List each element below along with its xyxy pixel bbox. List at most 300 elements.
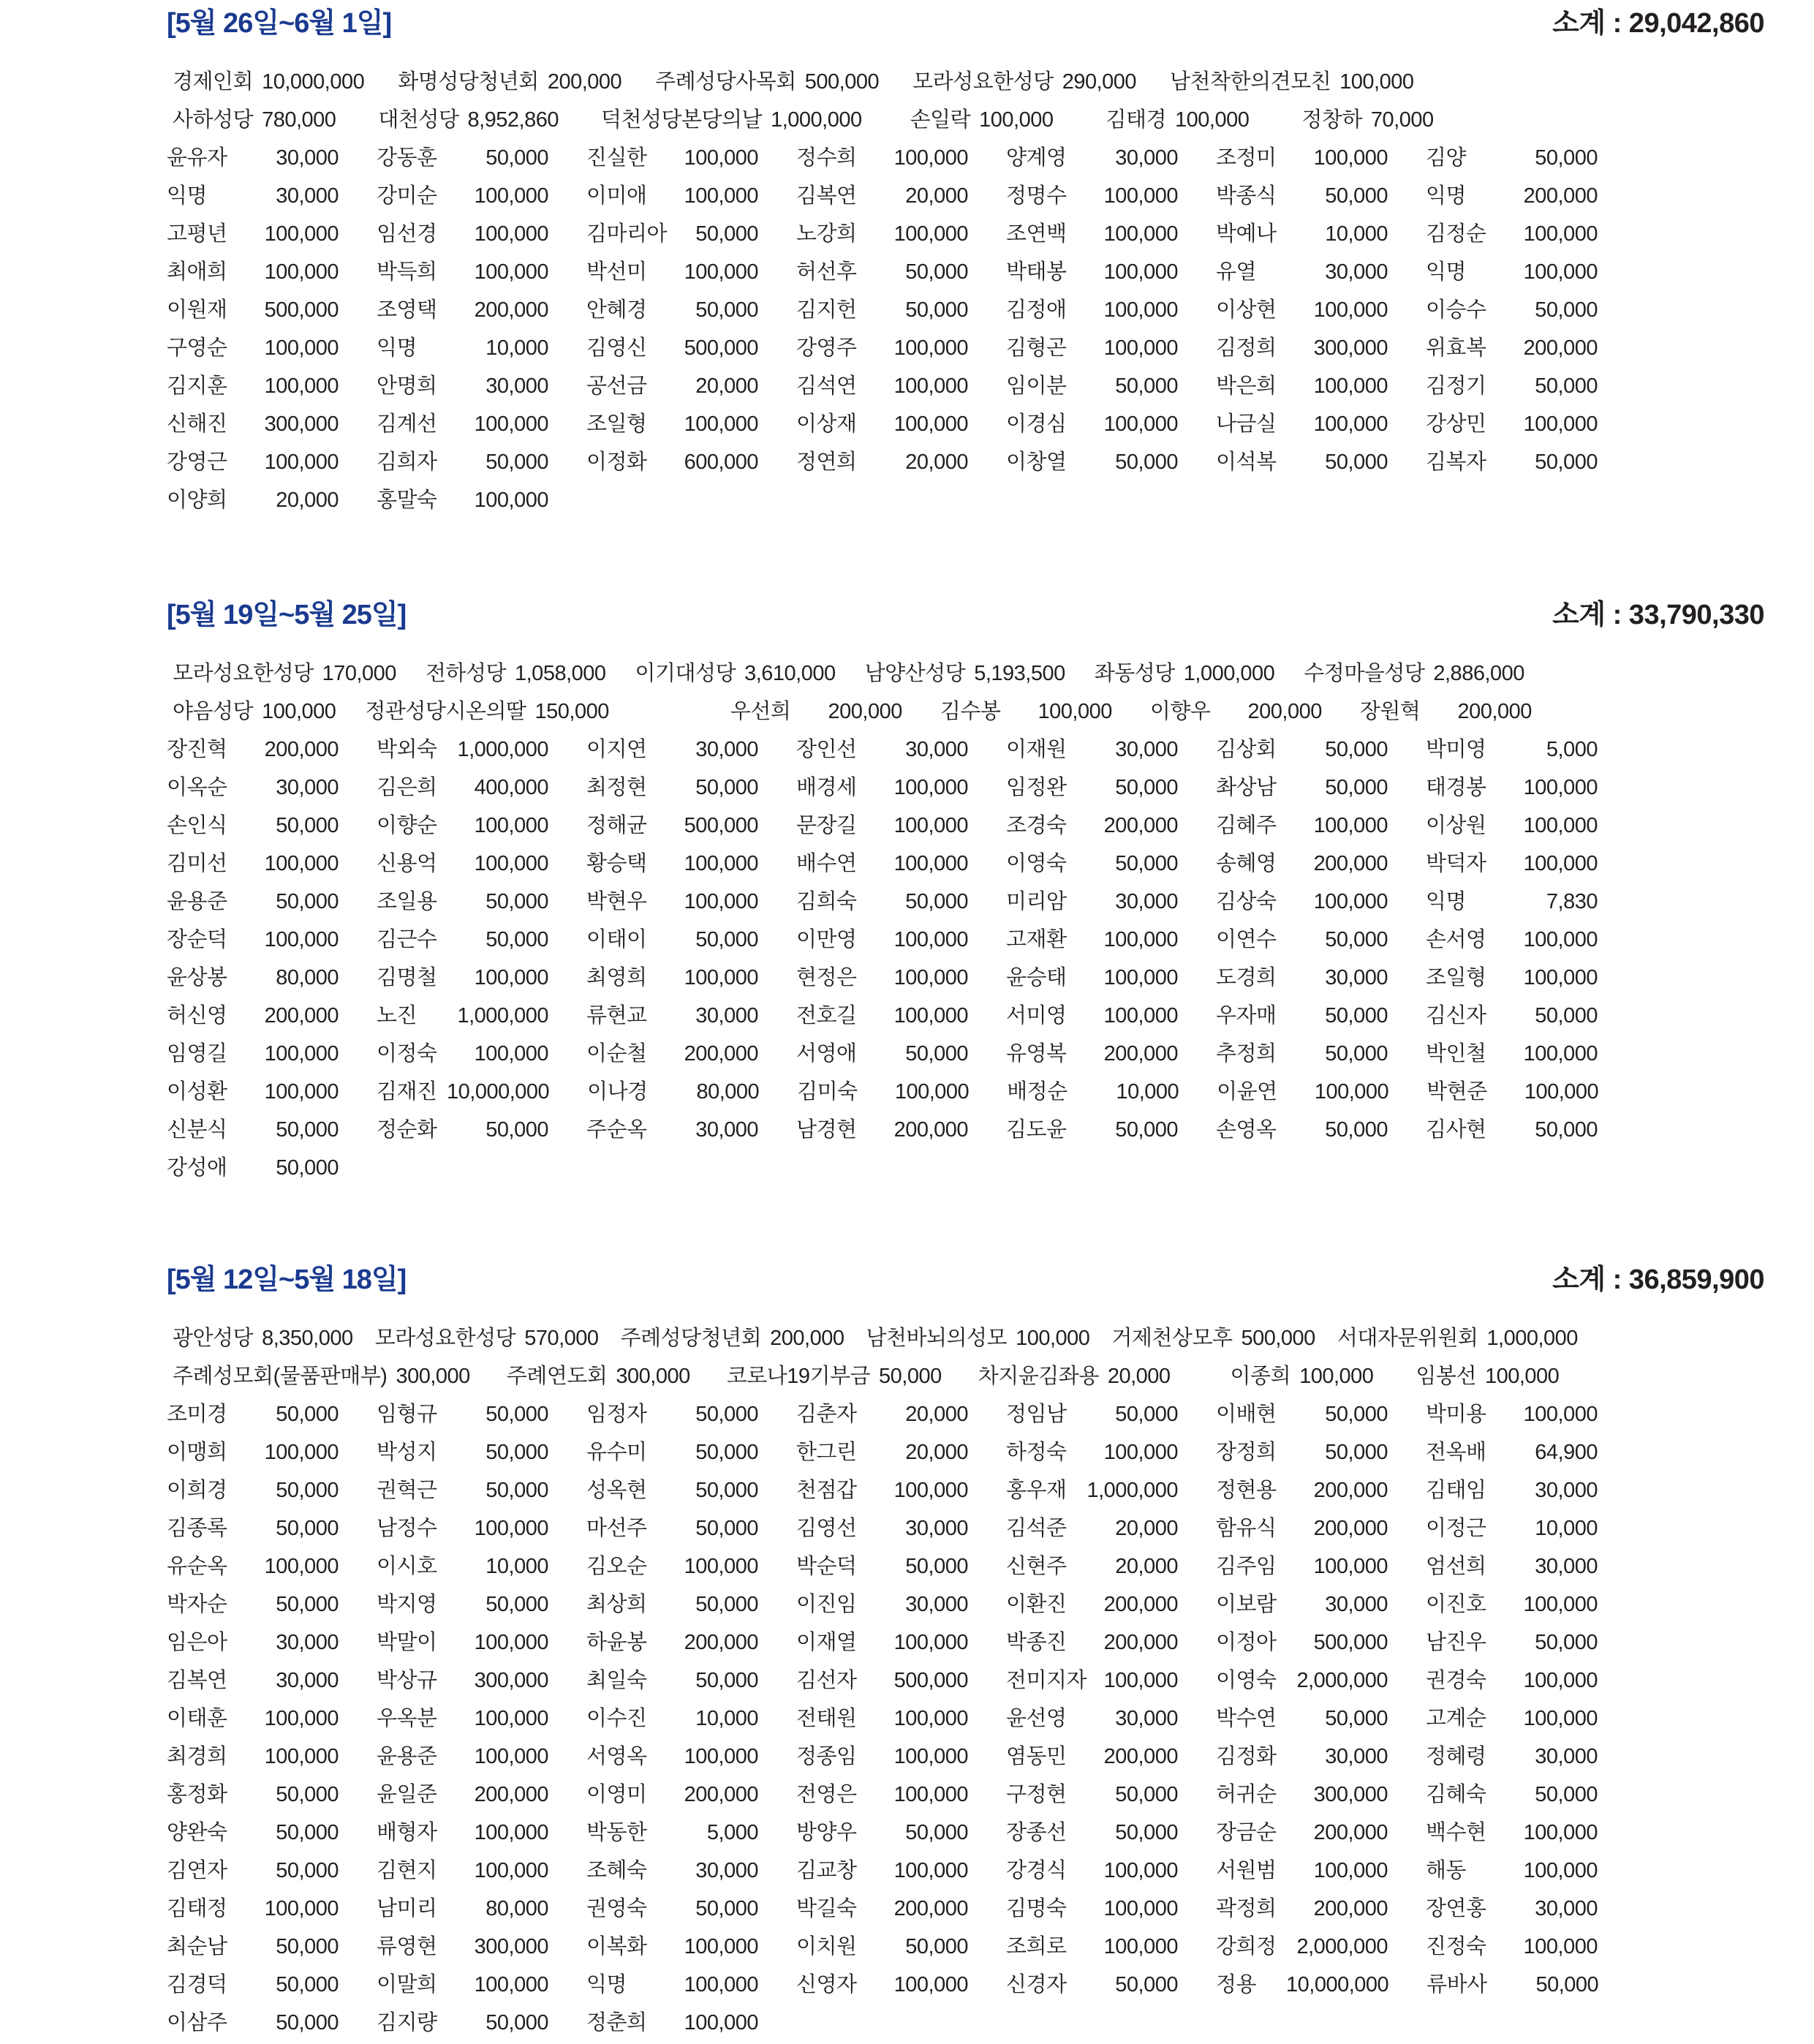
- donor-entry: [1216, 1512, 1426, 1542]
- donor-entry: [167, 1588, 377, 1618]
- donor-entry: [1426, 1816, 1636, 1846]
- donor-entry: [1216, 141, 1426, 171]
- donor-entry: [377, 1892, 586, 1922]
- donor-name: 김석연: [796, 374, 857, 398]
- donor-name: 홍말숙: [377, 489, 437, 512]
- donor-row: [167, 1626, 1792, 1664]
- donation-amount: 200,000: [1457, 700, 1532, 723]
- donor-name: 박순덕: [796, 1555, 857, 1578]
- donation-amount: 200,000: [1103, 1593, 1178, 1616]
- donor-entry: [1006, 1702, 1216, 1732]
- donor-entry: [377, 217, 586, 247]
- donor-row: [167, 1113, 1792, 1151]
- donor-name: 진실한: [586, 146, 647, 170]
- donor-name: 정관성당시온의딸: [365, 700, 526, 723]
- donor-name: 김정기: [1426, 374, 1486, 398]
- donor-row: [167, 847, 1792, 885]
- donor-entry: [796, 217, 1006, 247]
- donation-amount: 50,000: [1325, 1707, 1388, 1730]
- donor-row: [167, 1664, 1792, 1702]
- donor-name: 익명: [377, 336, 417, 360]
- donor-name: 서미영: [1006, 1004, 1067, 1027]
- donation-amount: 100,000: [474, 814, 548, 837]
- donation-amount: 100,000: [1339, 70, 1414, 94]
- donor-entry: [1426, 1664, 1636, 1694]
- organization-entry: [910, 103, 1054, 133]
- donor-name: 이경심: [1006, 412, 1067, 436]
- donor-name: 이보람: [1216, 1593, 1277, 1616]
- donor-name: 김태임: [1426, 1479, 1486, 1502]
- donation-amount: 100,000: [262, 700, 336, 723]
- donation-amount: 100,000: [1523, 1859, 1598, 1882]
- donor-entry: [1216, 1664, 1426, 1694]
- donor-entry: [586, 809, 796, 839]
- donor-name: 양완숙: [167, 1821, 227, 1844]
- donor-entry: [1006, 445, 1216, 475]
- donor-name: 김태정: [167, 1897, 227, 1920]
- donor-name: 최정현: [586, 776, 647, 799]
- donation-amount: 80,000: [276, 966, 339, 989]
- donor-name: 강상민: [1426, 412, 1486, 436]
- donation-amount: 100,000: [474, 260, 548, 284]
- donor-name: 방양우: [796, 1821, 857, 1844]
- donor-name: 임이분: [1006, 374, 1067, 398]
- donor-entry: [377, 1512, 586, 1542]
- donor-row: [167, 407, 1792, 445]
- donor-name: 코로나19기부금: [726, 1365, 871, 1388]
- donation-amount: 50,000: [1325, 1403, 1388, 1426]
- donation-amount: 100,000: [264, 374, 339, 398]
- donor-entry: [377, 331, 586, 361]
- donor-name: 서영옥: [586, 1745, 647, 1768]
- donation-amount: 30,000: [1535, 1555, 1598, 1578]
- donation-amount: 200,000: [893, 1897, 968, 1920]
- donor-entry: [167, 445, 377, 475]
- donor-name: 강성애: [167, 1156, 227, 1180]
- donation-amount: 30,000: [1535, 1479, 1598, 1502]
- subtotal-amount: 소계 : 33,790,330: [1552, 600, 1764, 630]
- donor-entry: [1426, 1778, 1636, 1808]
- donor-name: 덕천성당본당의날: [600, 108, 763, 132]
- donor-name: 박수연: [1216, 1707, 1277, 1730]
- donor-name: 야음성당: [173, 700, 254, 723]
- donor-entry: [1006, 999, 1216, 1029]
- donor-entry: [1006, 1550, 1216, 1580]
- donation-amount: 30,000: [276, 1631, 339, 1654]
- donor-name: 임정자: [586, 1403, 647, 1426]
- donor-name: 황승택: [586, 852, 647, 875]
- donation-amount: 200,000: [1313, 1517, 1388, 1540]
- donor-entry: [586, 1113, 796, 1143]
- donor-entry: [1216, 1702, 1426, 1732]
- donation-amount: 100,000: [1103, 336, 1178, 360]
- donation-amount: 100,000: [1523, 1403, 1598, 1426]
- donation-amount: 50,000: [276, 1517, 339, 1540]
- donation-amount: 200,000: [828, 700, 902, 723]
- donor-name: 강영근: [167, 450, 227, 474]
- donation-amount: 300,000: [616, 1365, 690, 1388]
- donor-entry: [586, 1588, 796, 1618]
- donor-row: [167, 961, 1792, 999]
- donation-amount: 50,000: [695, 1441, 758, 1464]
- donor-name: 나금실: [1216, 412, 1277, 436]
- donor-name: 조연백: [1006, 222, 1067, 246]
- donor-name: 정종임: [796, 1745, 857, 1768]
- donor-name: 구정현: [1006, 1783, 1067, 1806]
- donation-amount: 300,000: [474, 1935, 548, 1958]
- donation-amount: 100,000: [1523, 1042, 1598, 1066]
- donor-name: 신경자: [1006, 1973, 1067, 1996]
- donor-name: 위효복: [1426, 336, 1486, 360]
- donation-amount: 100,000: [1103, 1441, 1178, 1464]
- donor-entry: [586, 1398, 796, 1428]
- donation-amount: 100,000: [1313, 890, 1388, 913]
- donor-entry: [377, 483, 586, 513]
- donation-amount: 30,000: [1325, 1745, 1388, 1768]
- donor-name: 윤용준: [167, 890, 227, 913]
- donor-entry: [796, 1740, 1006, 1770]
- donation-amount: 50,000: [1325, 928, 1388, 951]
- donor-name: 전태원: [796, 1707, 857, 1730]
- donation-amount: 100,000: [893, 374, 968, 398]
- donor-entry: [1426, 1892, 1636, 1922]
- donor-name: 장금순: [1216, 1821, 1277, 1844]
- donor-entry: [586, 141, 796, 171]
- donor-name: 김정화: [1216, 1745, 1277, 1768]
- donor-row: [167, 1398, 1792, 1436]
- donor-name: 이맹희: [167, 1441, 227, 1464]
- donation-amount: 50,000: [276, 814, 339, 837]
- donor-name: 광안성당: [173, 1327, 254, 1350]
- organization-entry: [912, 65, 1136, 95]
- donor-entry: [1007, 1075, 1217, 1105]
- donor-name: 강미순: [377, 184, 437, 208]
- donation-amount: 200,000: [474, 298, 548, 322]
- donor-name: 박현우: [586, 890, 647, 913]
- donation-amount: 300,000: [1313, 1783, 1388, 1806]
- donation-amount: 100,000: [1523, 222, 1598, 246]
- donor-entry: [1006, 1664, 1216, 1694]
- donor-entry: [586, 923, 796, 953]
- donor-name: 조혜숙: [586, 1859, 647, 1882]
- donor-entry: [1216, 1436, 1426, 1466]
- donation-amount: 50,000: [1325, 450, 1388, 474]
- section-spacer: [0, 1189, 1814, 1256]
- donor-entry: [1426, 445, 1636, 475]
- donation-amount: 50,000: [1325, 1118, 1388, 1142]
- donor-name: 천점갑: [796, 1479, 857, 1502]
- donor-name: 익명: [167, 184, 208, 208]
- donation-amount: 80,000: [696, 1080, 760, 1104]
- donor-name: 조일용: [377, 890, 437, 913]
- donor-name: 김종록: [167, 1517, 227, 1540]
- donor-entry: [586, 1892, 796, 1922]
- donation-amount: 100,000: [1103, 1859, 1178, 1882]
- donor-name: 류현교: [586, 1004, 647, 1027]
- donor-name: 남경현: [796, 1118, 857, 1142]
- donor-name: 이재원: [1006, 738, 1067, 761]
- donation-amount: 100,000: [684, 890, 758, 913]
- donor-row: [167, 2006, 1792, 2044]
- donation-amount: 300,000: [396, 1365, 470, 1388]
- donation-amount: 100,000: [1484, 1365, 1560, 1388]
- donor-entry: [1006, 1778, 1216, 1808]
- donor-entry: [1426, 1436, 1636, 1466]
- donation-amount: 50,000: [485, 450, 548, 474]
- donation-amount: 100,000: [893, 412, 968, 436]
- donation-amount: 50,000: [1115, 374, 1178, 398]
- donor-row: [167, 923, 1792, 961]
- donor-entry: [1216, 1740, 1426, 1770]
- donor-entry: [167, 217, 377, 247]
- donor-entry: [1006, 1854, 1216, 1884]
- donor-name: 이양희: [167, 489, 227, 512]
- donation-amount: 50,000: [485, 1593, 548, 1616]
- donor-entry: [1006, 293, 1216, 323]
- donor-entry: [796, 1113, 1006, 1143]
- donor-name: 전하성당: [425, 662, 506, 685]
- donation-amount: 200,000: [1313, 1897, 1388, 1920]
- donation-amount: 200,000: [684, 1783, 758, 1806]
- donor-entry: [167, 1398, 377, 1428]
- donor-entry: [1426, 1740, 1636, 1770]
- donation-amount: 100,000: [1523, 412, 1598, 436]
- donation-amount: 100,000: [474, 412, 548, 436]
- donor-name: 함유식: [1216, 1517, 1277, 1540]
- donor-name: 이수진: [586, 1707, 647, 1730]
- donor-entry: [1216, 1854, 1426, 1884]
- donation-amount: 50,000: [1535, 374, 1598, 398]
- donor-entry: [1216, 1626, 1426, 1656]
- donor-name: 이삼주: [167, 2011, 227, 2034]
- donation-amount: 100,000: [1103, 184, 1178, 208]
- donor-entry: [167, 885, 377, 915]
- donor-name: 박성지: [377, 1441, 437, 1464]
- donation-amount: 20,000: [1115, 1517, 1178, 1540]
- donation-amount: 100,000: [474, 1042, 548, 1066]
- donor-row: [167, 217, 1792, 255]
- donation-amount: 100,000: [1313, 298, 1388, 322]
- donor-entry: [377, 809, 586, 839]
- donor-name: 정순화: [377, 1118, 437, 1142]
- donor-name: 이향우: [1149, 700, 1211, 723]
- donor-name: 신용억: [377, 852, 437, 875]
- donor-name: 해동: [1426, 1859, 1467, 1882]
- donor-name: 이상현: [1216, 298, 1277, 322]
- donor-name: 김계선: [377, 412, 437, 436]
- donor-entry: [377, 1702, 586, 1732]
- donor-name: 고재환: [1006, 928, 1067, 951]
- organization-entry: [378, 103, 559, 133]
- donor-name: 배형자: [377, 1821, 437, 1844]
- donor-entry: [1150, 695, 1360, 725]
- donor-name: 이영미: [586, 1783, 647, 1806]
- donor-entry: [1426, 1474, 1636, 1504]
- donor-entry: [167, 771, 377, 801]
- donor-entry: [796, 961, 1006, 991]
- donor-entry: [796, 445, 1006, 475]
- donor-entry: [796, 1398, 1006, 1428]
- donor-name: 남진우: [1426, 1631, 1486, 1654]
- donor-entry: [796, 999, 1006, 1029]
- donor-row: [167, 1930, 1792, 1968]
- donor-name: 남양산성당: [864, 662, 966, 685]
- donor-row: [167, 1151, 1792, 1189]
- donation-amount: 50,000: [276, 2011, 339, 2034]
- donor-name: 노강희: [796, 222, 857, 246]
- donor-entry: [1216, 1930, 1426, 1960]
- donor-entry: [1426, 1626, 1636, 1656]
- donor-entry: [377, 1816, 586, 1846]
- donor-name: 현정은: [796, 966, 857, 989]
- donor-name: 이상재: [796, 412, 857, 436]
- donor-name: 이치원: [796, 1935, 857, 1958]
- donor-name: 임영길: [167, 1042, 227, 1066]
- donor-name: 김복연: [796, 184, 857, 208]
- donor-entry: [167, 483, 377, 513]
- donation-amount: 100,000: [1103, 1935, 1178, 1958]
- donor-entry: [1426, 885, 1636, 915]
- donor-name: 남천착한의견모친: [1170, 70, 1331, 94]
- donor-name: 박미용: [1426, 1403, 1486, 1426]
- donation-amount: 200,000: [1103, 1042, 1178, 1066]
- donor-name: 이상원: [1426, 814, 1486, 837]
- donation-amount: 100,000: [264, 222, 339, 246]
- donor-entry: [1006, 809, 1216, 839]
- donor-name: 정연희: [796, 450, 857, 474]
- donor-name: 배수연: [796, 852, 857, 875]
- donation-amount: 30,000: [695, 1004, 758, 1027]
- donation-amount: 50,000: [276, 1859, 339, 1882]
- donor-entry: [1216, 1037, 1426, 1067]
- donation-amount: 50,000: [276, 1973, 339, 1996]
- donor-name: 윤일준: [377, 1783, 437, 1806]
- donation-amount: 100,000: [684, 1555, 758, 1578]
- donor-name: 김마리아: [586, 222, 668, 246]
- donor-name: 김도윤: [1006, 1118, 1067, 1142]
- donation-amount: 600,000: [684, 450, 758, 474]
- donor-entry: [1006, 255, 1216, 285]
- donor-entry: [377, 1664, 586, 1694]
- donation-amount: 100,000: [1313, 814, 1388, 837]
- donor-entry: [586, 1702, 796, 1732]
- donor-entry: [586, 1474, 796, 1504]
- donor-name: 김영신: [586, 336, 647, 360]
- donor-entry: [586, 847, 796, 877]
- donor-name: 홍우재: [1006, 1479, 1067, 1502]
- donor-name: 조일형: [1426, 966, 1486, 989]
- donor-entry: [1006, 1968, 1216, 1998]
- donor-entry: [167, 407, 377, 437]
- organization-entry: [865, 657, 1065, 687]
- organization-row: [173, 65, 1792, 103]
- donor-entry: [167, 1778, 377, 1808]
- donor-entry: [796, 1436, 1006, 1466]
- donor-name: 하정숙: [1006, 1441, 1067, 1464]
- donor-name: 윤상봉: [167, 966, 227, 989]
- donor-name: 손일락: [910, 108, 971, 132]
- donation-amount: 30,000: [695, 738, 758, 761]
- donation-amount: 50,000: [1115, 1403, 1178, 1426]
- donor-entry: [796, 1037, 1006, 1067]
- donor-entry: [1426, 1075, 1636, 1105]
- donation-amount: 200,000: [264, 1004, 339, 1027]
- donation-amount: 50,000: [695, 222, 758, 246]
- donor-name: 김상회: [1216, 738, 1277, 761]
- donation-amount: 10,000: [1116, 1080, 1179, 1104]
- organization-entry: [601, 103, 862, 133]
- donation-amount: 50,000: [1535, 1004, 1598, 1027]
- donation-amount: 50,000: [1115, 852, 1178, 875]
- donor-entry: [377, 999, 586, 1029]
- donor-entry: [167, 1075, 377, 1105]
- donor-entry: [796, 733, 1006, 763]
- donor-entry: [586, 293, 796, 323]
- donation-amount: 100,000: [1103, 1669, 1178, 1692]
- donor-name: 박인철: [1426, 1042, 1486, 1066]
- donor-entry: [1426, 961, 1636, 991]
- donor-entry: [796, 407, 1006, 437]
- donor-entry: [796, 1892, 1006, 1922]
- donation-amount: 200,000: [474, 1783, 548, 1806]
- donor-name: 익명: [1426, 260, 1467, 284]
- donor-name: 안혜경: [586, 298, 647, 322]
- donor-entry: [1426, 847, 1636, 877]
- donation-amount: 50,000: [485, 1479, 548, 1502]
- donor-name: 이복화: [586, 1935, 647, 1958]
- donation-amount: 100,000: [1103, 1004, 1178, 1027]
- donor-name: 경제인회: [173, 70, 254, 94]
- donation-amount: 200,000: [770, 1327, 844, 1350]
- donor-entry: [796, 1930, 1006, 1960]
- donation-amount: 20,000: [905, 184, 968, 208]
- organization-entry: [655, 65, 879, 95]
- donation-amount: 20,000: [905, 450, 968, 474]
- donor-name: 김명철: [377, 966, 437, 989]
- donor-name: 서대자문위원회: [1337, 1327, 1478, 1350]
- donation-amount: 10,000: [485, 1555, 548, 1578]
- subtotal-amount: 소계 : 29,042,860: [1552, 8, 1764, 39]
- donor-name: 이석복: [1216, 450, 1277, 474]
- donor-entry: [1426, 331, 1636, 361]
- donor-entry: [1216, 179, 1426, 209]
- donor-entry: [796, 141, 1006, 171]
- donation-amount: 30,000: [905, 1593, 968, 1616]
- donation-amount: 100,000: [264, 852, 339, 875]
- donor-row: [167, 1740, 1792, 1778]
- donor-entry: [586, 407, 796, 437]
- donor-name: 모라성요한성당: [374, 1327, 516, 1350]
- donor-name: 최순남: [167, 1935, 227, 1958]
- donor-name: 이윤연: [1217, 1080, 1277, 1104]
- organization-row: [173, 1321, 1792, 1359]
- donor-name: 대천성당: [378, 108, 459, 132]
- donation-amount: 50,000: [485, 1441, 548, 1464]
- organization-entry: [978, 1359, 1171, 1389]
- section-spacer: [0, 521, 1814, 592]
- donor-entry: [377, 293, 586, 323]
- donation-amount: 50,000: [1325, 776, 1388, 799]
- donor-name: 박은희: [1216, 374, 1277, 398]
- donation-amount: 100,000: [474, 966, 548, 989]
- donor-entry: [796, 923, 1006, 953]
- donation-amount: 100,000: [893, 1973, 968, 1996]
- donor-entry: [1006, 885, 1216, 915]
- organization-entry: [365, 695, 608, 725]
- donation-amount: 20,000: [905, 1403, 968, 1426]
- donation-amount: 100,000: [1313, 374, 1388, 398]
- donor-name: 차지윤김좌용: [978, 1365, 1099, 1388]
